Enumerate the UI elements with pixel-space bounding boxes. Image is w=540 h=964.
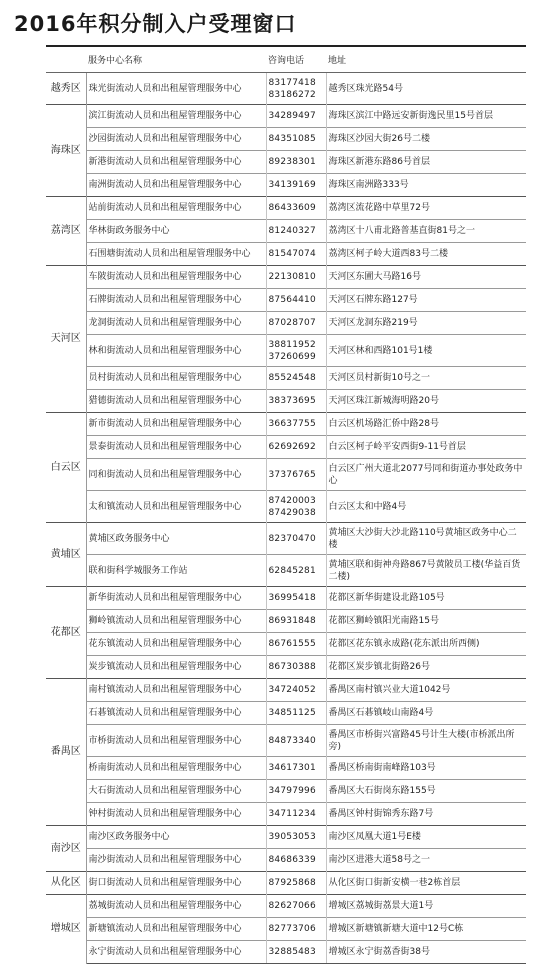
center-name-cell: 华林街政务服务中心: [86, 220, 266, 243]
address-cell: 天河区龙洞东路219号: [326, 312, 526, 335]
table-row: [46, 725, 526, 757]
phone-number: 22130810: [268, 272, 316, 282]
address-cell: 番禺区大石街岗东路155号: [326, 780, 526, 803]
district-cell: 黄埔区: [46, 523, 86, 587]
phone-cell: [266, 941, 326, 964]
table-body: [46, 73, 526, 964]
address-cell: 荔湾区十八甫北路普基直街81号之一: [326, 220, 526, 243]
center-name-cell: 新市街流动人员和出租屋管理服务中心: [86, 413, 266, 436]
phone-number: 34289497: [268, 111, 316, 121]
table-row: [46, 872, 526, 895]
header-name: 服务中心名称: [86, 50, 266, 73]
address-cell: 花都区新华街建设北路105号: [326, 587, 526, 610]
address-cell: 天河区员村新街10号之一: [326, 367, 526, 390]
phone-number: 82773706: [268, 924, 316, 934]
table-row: [46, 266, 526, 289]
table-row: [46, 780, 526, 803]
table-row: [46, 73, 526, 105]
table-row: [46, 459, 526, 491]
phone-number: 87925868: [268, 878, 316, 888]
phone-number: 81547074: [268, 249, 316, 259]
center-name-cell: 石牌街流动人员和出租屋管理服务中心: [86, 289, 266, 312]
table-row: [46, 610, 526, 633]
phone-number: 86433609: [268, 203, 316, 213]
phone-number: 34724052: [268, 685, 316, 695]
phone-number: 89238301: [268, 157, 316, 167]
center-name-cell: 新港街流动人员和出租屋管理服务中心: [86, 151, 266, 174]
address-cell: 增城区永宁街荔香街38号: [326, 941, 526, 964]
center-name-cell: 花东镇流动人员和出租屋管理服务中心: [86, 633, 266, 656]
district-cell: 从化区: [46, 872, 86, 895]
phone-cell: [266, 413, 326, 436]
district-cell: 越秀区: [46, 73, 86, 105]
phone-cell: [266, 266, 326, 289]
phone-cell: [266, 73, 326, 105]
phone-cell: [266, 459, 326, 491]
center-name-cell: 石围塘街流动人员和出租屋管理服务中心: [86, 243, 266, 266]
center-name-cell: 滨江街流动人员和出租屋管理服务中心: [86, 105, 266, 128]
phone-number: 37260699: [268, 351, 316, 362]
address-cell: 天河区东圃大马路16号: [326, 266, 526, 289]
phone-number: 39053053: [268, 832, 316, 842]
table-row: [46, 523, 526, 555]
address-cell: 增城区新塘镇新塘大道中12号C栋: [326, 918, 526, 941]
center-name-cell: 站前街流动人员和出租屋管理服务中心: [86, 197, 266, 220]
phone-number: 87429038: [268, 507, 316, 518]
phone-number: 87028707: [268, 318, 316, 328]
table-row: [46, 197, 526, 220]
phone-cell: [266, 105, 326, 128]
center-name-cell: 新塘镇流动人员和出租屋管理服务中心: [86, 918, 266, 941]
address-cell: 海珠区沙园大街26号二楼: [326, 128, 526, 151]
address-cell: 海珠区南洲路333号: [326, 174, 526, 197]
address-cell: 白云区柯子岭平安西街9-11号首层: [326, 436, 526, 459]
table-row: [46, 918, 526, 941]
center-name-cell: 龙洞街流动人员和出租屋管理服务中心: [86, 312, 266, 335]
phone-cell: [266, 780, 326, 803]
table-row: [46, 849, 526, 872]
phone-cell: [266, 826, 326, 849]
table-row: [46, 587, 526, 610]
phone-cell: [266, 757, 326, 780]
address-cell: 荔湾区柯子岭大道西83号二楼: [326, 243, 526, 266]
center-name-cell: 景泰街流动人员和出租屋管理服务中心: [86, 436, 266, 459]
center-name-cell: 钟村街流动人员和出租屋管理服务中心: [86, 803, 266, 826]
phone-cell: [266, 918, 326, 941]
table-row: [46, 656, 526, 679]
phone-cell: [266, 174, 326, 197]
center-name-cell: 大石街流动人员和出租屋管理服务中心: [86, 780, 266, 803]
phone-number: 86730388: [268, 662, 316, 672]
phone-cell: [266, 390, 326, 413]
address-cell: 番禺区钟村街锦秀东路7号: [326, 803, 526, 826]
phone-cell: [266, 436, 326, 459]
table-row: [46, 174, 526, 197]
phone-number: 82370470: [268, 533, 316, 544]
center-name-cell: 炭步镇流动人员和出租屋管理服务中心: [86, 656, 266, 679]
service-window-table: [46, 50, 526, 964]
phone-number: 86931848: [268, 616, 316, 626]
phone-number: 34851125: [268, 708, 316, 718]
phone-number: 36637755: [268, 419, 316, 429]
table-header-row: [46, 50, 526, 73]
table-row: [46, 312, 526, 335]
phone-number: 87420003: [268, 495, 316, 506]
phone-cell: [266, 656, 326, 679]
table-row: [46, 390, 526, 413]
table-row: [46, 105, 526, 128]
center-name-cell: 员村街流动人员和出租屋管理服务中心: [86, 367, 266, 390]
address-cell: 天河区林和西路101号1楼: [326, 335, 526, 367]
table-row: [46, 436, 526, 459]
phone-cell: [266, 725, 326, 757]
phone-number: 84351085: [268, 134, 316, 144]
phone-cell: [266, 151, 326, 174]
phone-cell: [266, 312, 326, 335]
center-name-cell: 街口街流动人员和出租屋管理服务中心: [86, 872, 266, 895]
phone-number: 87564410: [268, 295, 316, 305]
address-cell: 花都区花东镇永成路(花东派出所西侧): [326, 633, 526, 656]
table-row: [46, 941, 526, 964]
district-cell: 天河区: [46, 266, 86, 413]
phone-number: 62845281: [268, 565, 316, 576]
address-cell: 天河区珠江新城海明路20号: [326, 390, 526, 413]
page-title: 2016年积分制入户受理窗口: [14, 12, 297, 36]
center-name-cell: 南村镇流动人员和出租屋管理服务中心: [86, 679, 266, 702]
phone-cell: [266, 679, 326, 702]
phone-cell: [266, 803, 326, 826]
address-cell: 南沙区凤凰大道1号E楼: [326, 826, 526, 849]
district-cell: 白云区: [46, 413, 86, 523]
phone-number: 81240327: [268, 226, 316, 236]
table-row: [46, 633, 526, 656]
district-cell: 番禺区: [46, 679, 86, 826]
table-row: [46, 243, 526, 266]
address-cell: 白云区太和中路4号: [326, 491, 526, 523]
header-phone: 咨询电话: [266, 50, 326, 73]
phone-number: 83186272: [268, 89, 316, 100]
table-row: [46, 289, 526, 312]
district-cell: 增城区: [46, 895, 86, 964]
phone-number: 83177418: [268, 77, 316, 88]
address-cell: 黄埔区大沙街大沙北路110号黄埔区政务中心二楼: [326, 523, 526, 555]
table-row: [46, 757, 526, 780]
center-name-cell: 桥南街流动人员和出租屋管理服务中心: [86, 757, 266, 780]
center-name-cell: 珠光街流动人员和出租屋管理服务中心: [86, 73, 266, 105]
phone-cell: [266, 289, 326, 312]
phone-number: 84686339: [268, 855, 316, 865]
table-row: [46, 679, 526, 702]
title-rule: [46, 45, 526, 47]
phone-cell: [266, 367, 326, 390]
table-row: [46, 220, 526, 243]
center-name-cell: 车陂街流动人员和出租屋管理服务中心: [86, 266, 266, 289]
phone-cell: [266, 491, 326, 523]
center-name-cell: 市桥街流动人员和出租屋管理服务中心: [86, 725, 266, 757]
phone-number: 34797996: [268, 786, 316, 796]
phone-cell: [266, 610, 326, 633]
district-cell: 海珠区: [46, 105, 86, 197]
center-name-cell: 石碁镇流动人员和出租屋管理服务中心: [86, 702, 266, 725]
phone-cell: [266, 197, 326, 220]
center-name-cell: 林和街流动人员和出租屋管理服务中心: [86, 335, 266, 367]
address-cell: 荔湾区流花路中草里72号: [326, 197, 526, 220]
table-row: [46, 335, 526, 367]
center-name-cell: 南沙街流动人员和出租屋管理服务中心: [86, 849, 266, 872]
phone-number: 36995418: [268, 593, 316, 603]
phone-number: 62692692: [268, 442, 316, 452]
table-row: [46, 826, 526, 849]
address-cell: 番禺区桥南街南峰路103号: [326, 757, 526, 780]
phone-cell: [266, 128, 326, 151]
table-row: [46, 895, 526, 918]
phone-number: 32885483: [268, 947, 316, 957]
address-cell: 海珠区新港东路86号首层: [326, 151, 526, 174]
table-row: [46, 151, 526, 174]
address-cell: 增城区荔城街荔景大道1号: [326, 895, 526, 918]
header-address: 地址: [326, 50, 526, 73]
center-name-cell: 太和镇流动人员和出租屋管理服务中心: [86, 491, 266, 523]
center-name-cell: 荔城街流动人员和出租屋管理服务中心: [86, 895, 266, 918]
table-row: [46, 128, 526, 151]
phone-number: 34139169: [268, 180, 316, 190]
table-row: [46, 491, 526, 523]
phone-number: 38811952: [268, 339, 316, 350]
center-name-cell: 狮岭镇流动人员和出租屋管理服务中心: [86, 610, 266, 633]
district-cell: 南沙区: [46, 826, 86, 872]
address-cell: 海珠区滨江中路远安新街逸民里15号首层: [326, 105, 526, 128]
phone-number: 86761555: [268, 639, 316, 649]
table-row: [46, 413, 526, 436]
center-name-cell: 南沙区政务服务中心: [86, 826, 266, 849]
phone-number: 84873340: [268, 735, 316, 746]
phone-number: 85524548: [268, 373, 316, 383]
phone-cell: [266, 849, 326, 872]
phone-cell: [266, 872, 326, 895]
phone-number: 34711234: [268, 809, 316, 819]
center-name-cell: 沙园街流动人员和出租屋管理服务中心: [86, 128, 266, 151]
phone-number: 37376765: [268, 469, 316, 480]
district-cell: 荔湾区: [46, 197, 86, 266]
table-row: [46, 702, 526, 725]
table-row: [46, 367, 526, 390]
district-cell: 花都区: [46, 587, 86, 679]
center-name-cell: 黄埔区政务服务中心: [86, 523, 266, 555]
address-cell: 花都区炭步镇北街路26号: [326, 656, 526, 679]
phone-cell: [266, 895, 326, 918]
phone-number: 82627066: [268, 901, 316, 911]
address-cell: 番禺区南村镇兴业大道1042号: [326, 679, 526, 702]
address-cell: 越秀区珠光路54号: [326, 73, 526, 105]
address-cell: 从化区街口街新安横一巷2栋首层: [326, 872, 526, 895]
phone-cell: [266, 335, 326, 367]
address-cell: 番禺区市桥街兴富路45号计生大楼(市桥派出所旁): [326, 725, 526, 757]
phone-cell: [266, 243, 326, 266]
address-cell: 白云区广州大道北2077号同和街道办事处政务中心: [326, 459, 526, 491]
address-cell: 白云区机场路汇侨中路28号: [326, 413, 526, 436]
center-name-cell: 联和街科学城服务工作站: [86, 555, 266, 587]
phone-cell: [266, 523, 326, 555]
center-name-cell: 永宁街流动人员和出租屋管理服务中心: [86, 941, 266, 964]
center-name-cell: 南洲街流动人员和出租屋管理服务中心: [86, 174, 266, 197]
center-name-cell: 同和街流动人员和出租屋管理服务中心: [86, 459, 266, 491]
header-district: [46, 50, 86, 73]
center-name-cell: 新华街流动人员和出租屋管理服务中心: [86, 587, 266, 610]
address-cell: 番禺区石碁镇岐山南路4号: [326, 702, 526, 725]
table-row: [46, 555, 526, 587]
phone-cell: [266, 587, 326, 610]
phone-number: 38373695: [268, 396, 316, 406]
center-name-cell: 猎德街流动人员和出租屋管理服务中心: [86, 390, 266, 413]
phone-cell: [266, 220, 326, 243]
phone-cell: [266, 555, 326, 587]
phone-number: 34617301: [268, 763, 316, 773]
phone-cell: [266, 702, 326, 725]
address-cell: 黄埔区联和街神舟路867号黄陂员工楼(华益百货二楼): [326, 555, 526, 587]
address-cell: 天河区石牌东路127号: [326, 289, 526, 312]
address-cell: 南沙区进港大道58号之一: [326, 849, 526, 872]
phone-cell: [266, 633, 326, 656]
address-cell: 花都区狮岭镇阳光南路15号: [326, 610, 526, 633]
table-row: [46, 803, 526, 826]
